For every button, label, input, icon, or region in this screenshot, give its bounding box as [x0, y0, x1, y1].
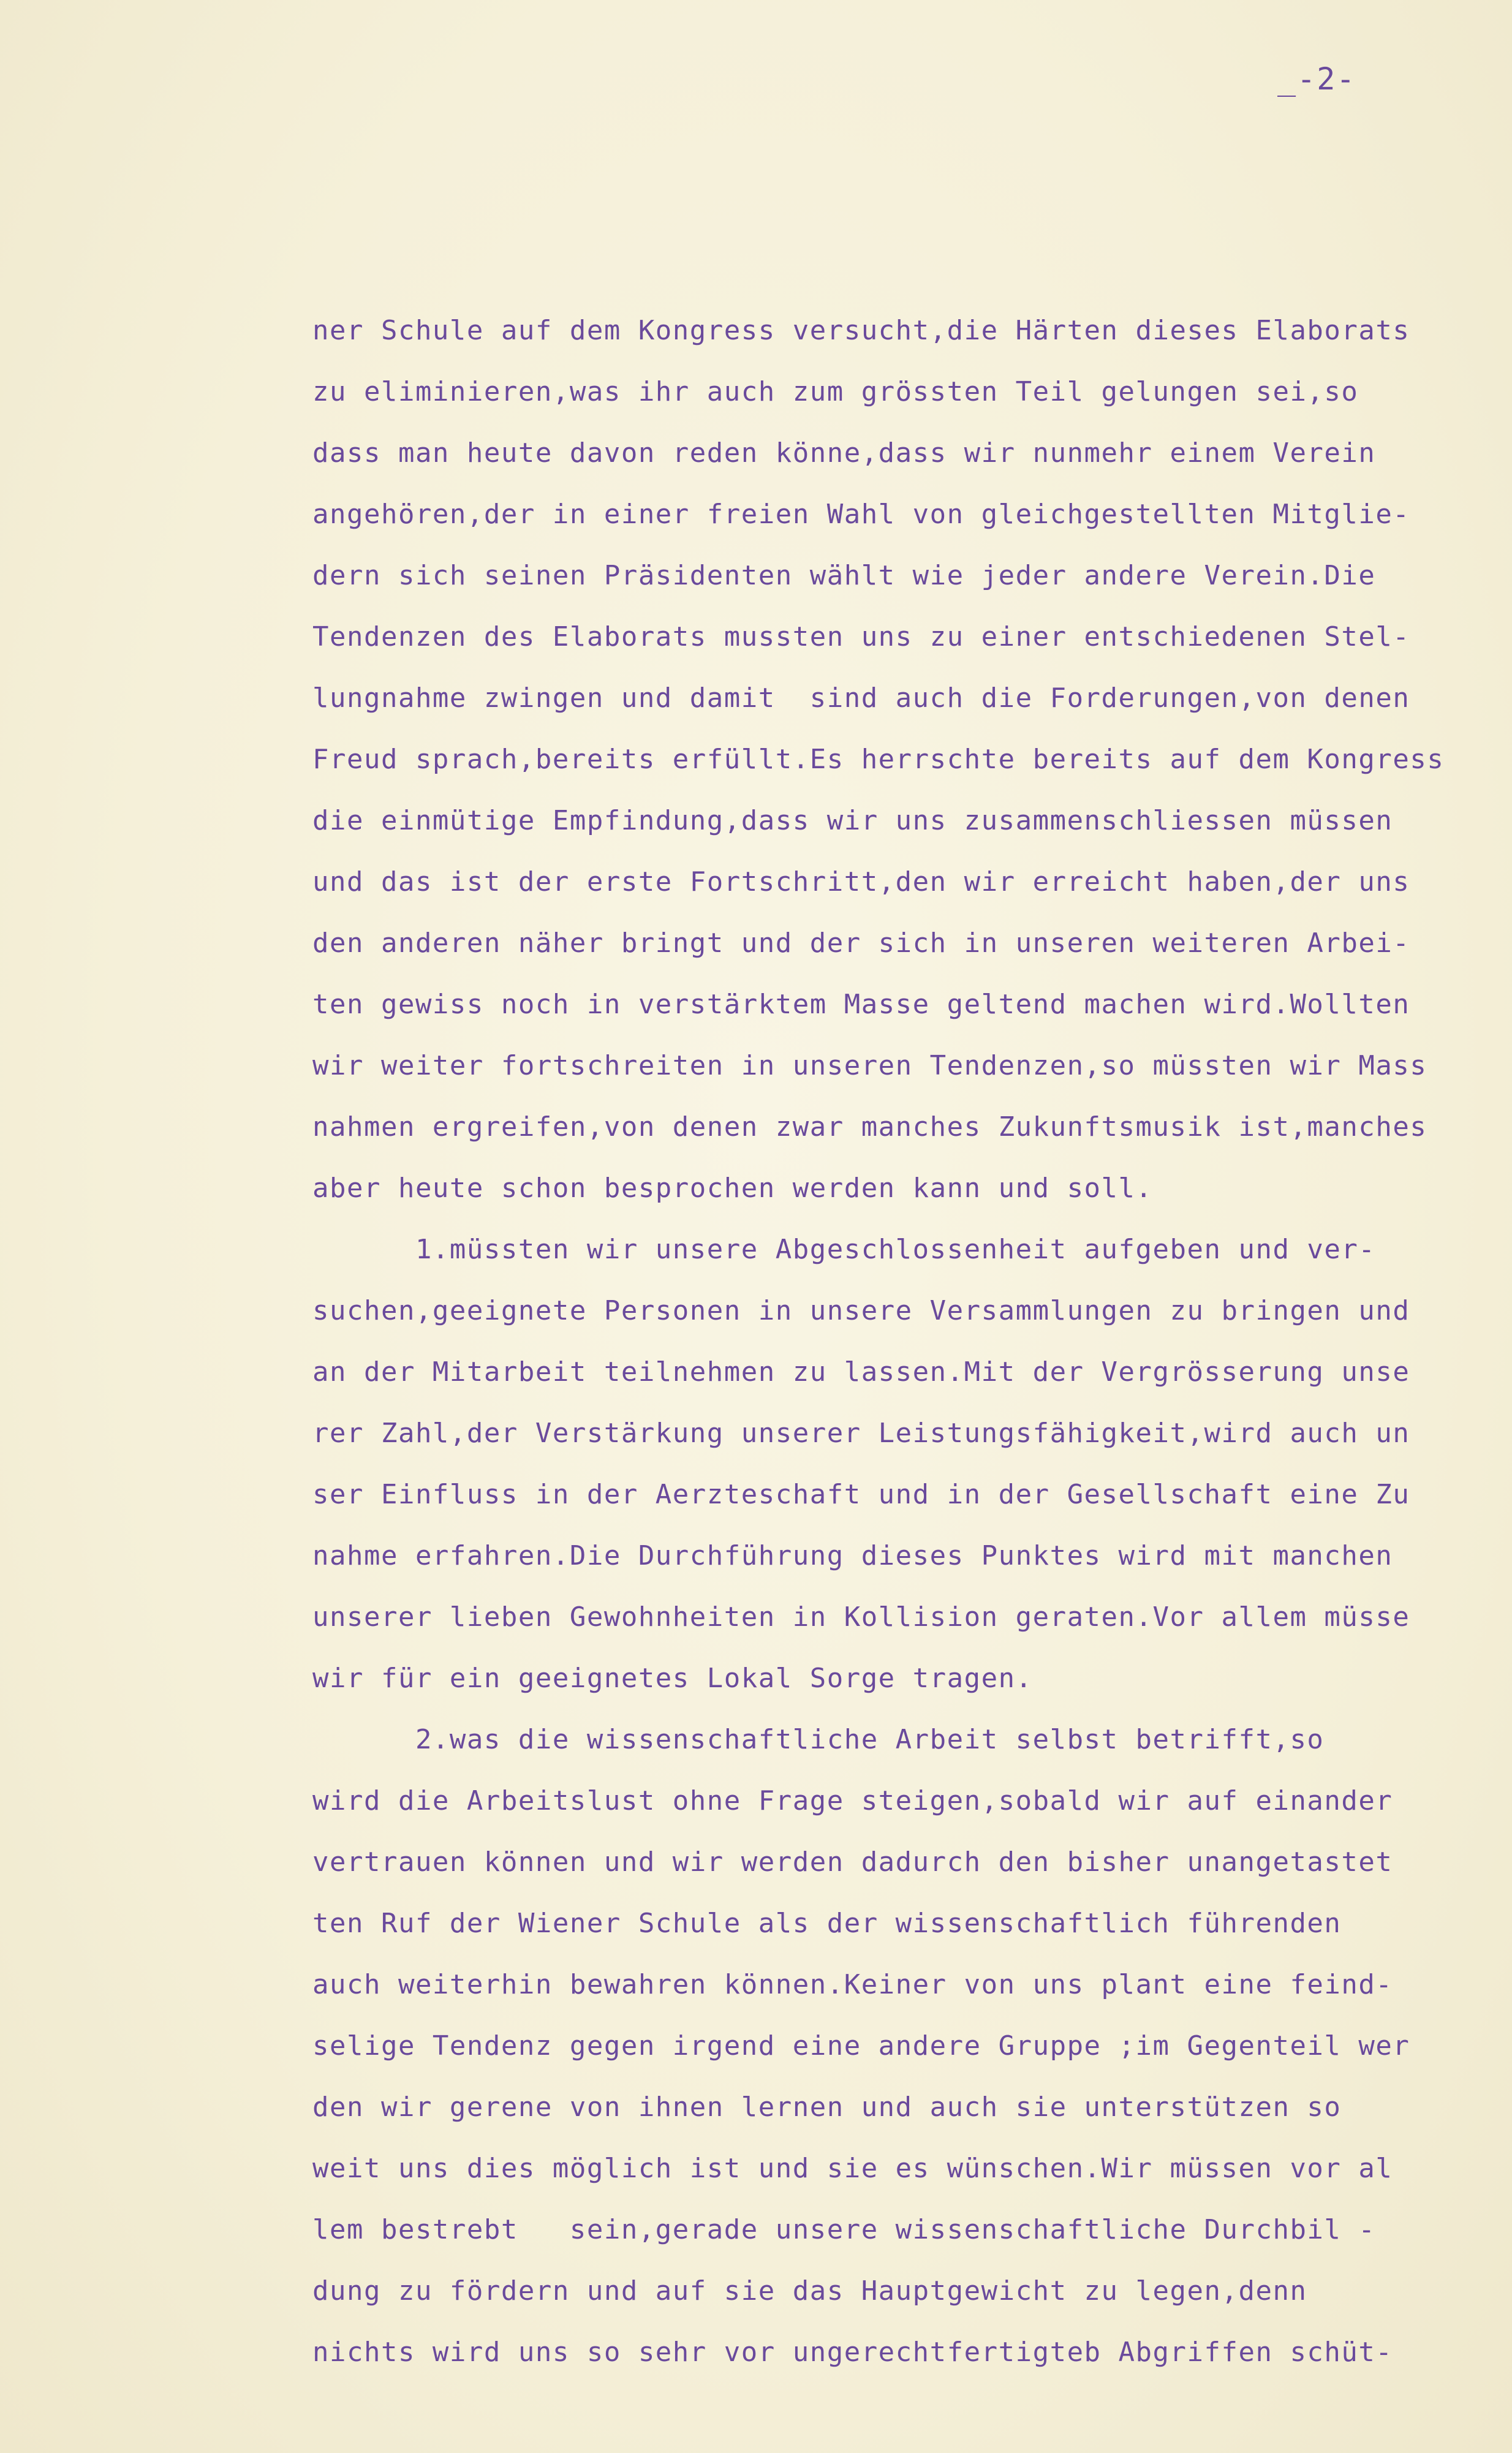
text-line: suchen,geeignete Personen in unsere Versammlungen zu bringen und: [312, 1295, 1410, 1326]
text-line: an der Mitarbeit teilnehmen zu lassen.Mit der Vergrösserung unse: [312, 1356, 1410, 1388]
text-line: ser Einfluss in der Aerzteschaft und in der Gesellschaft eine Zu: [312, 1479, 1410, 1510]
text-line: nahmen ergreifen,von denen zwar manches Zukunftsmusik ist,manches: [312, 1111, 1427, 1143]
text-line: selige Tendenz gegen irgend eine andere Gruppe ;im Gegenteil wer: [312, 2030, 1410, 2062]
text-line: weit uns dies möglich ist und sie es wünschen.Wir müssen vor al: [312, 2153, 1393, 2184]
text-line: dass man heute davon reden könne,dass wir nunmehr einem Verein: [312, 437, 1376, 469]
text-line: 2.was die wissenschaftliche Arbeit selbst betrifft,so: [312, 1724, 1325, 1755]
text-line: auch weiterhin bewahren können.Keiner von uns plant eine feind-: [312, 1969, 1393, 2000]
text-line: ten gewiss noch in verstärktem Masse geltend machen wird.Wollten: [312, 989, 1410, 1020]
text-line: aber heute schon besprochen werden kann und soll.: [312, 1173, 1153, 1204]
text-line: unserer lieben Gewohnheiten in Kollision geraten.Vor allem müsse: [312, 1601, 1410, 1633]
text-line: nahme erfahren.Die Durchführung dieses Punktes wird mit manchen: [312, 1540, 1393, 1571]
text-line: zu eliminieren,was ihr auch zum grössten Teil gelungen sei,so: [312, 376, 1359, 407]
text-line: 1.müssten wir unsere Abgeschlossenheit aufgeben und ver-: [312, 1234, 1376, 1265]
text-line: ten Ruf der Wiener Schule als der wissenschaftlich führenden: [312, 1908, 1342, 1939]
text-line: Freud sprach,bereits erfüllt.Es herrschte bereits auf dem Kongress: [312, 744, 1445, 775]
page-number: _-2-: [1277, 61, 1356, 97]
text-line: angehören,der in einer freien Wahl von gleichgestellten Mitglie-: [312, 499, 1410, 530]
text-line: lungnahme zwingen und damit sind auch die Forderungen,von denen: [312, 682, 1410, 714]
text-line: ner Schule auf dem Kongress versucht,die Härten dieses Elaborats: [312, 315, 1410, 346]
text-line: nichts wird uns so sehr vor ungerechtfertigteb Abgriffen schüt-: [312, 2337, 1393, 2368]
text-line: wird die Arbeitslust ohne Frage steigen,sobald wir auf einander: [312, 1785, 1393, 1816]
text-line: rer Zahl,der Verstärkung unserer Leistungsfähigkeit,wird auch un: [312, 1418, 1410, 1449]
text-line: die einmütige Empfindung,dass wir uns zusammenschliessen müssen: [312, 805, 1393, 836]
text-line: und das ist der erste Fortschritt,den wir erreicht haben,der uns: [312, 866, 1410, 898]
text-line: den wir gerene von ihnen lernen und auch sie unterstützen so: [312, 2092, 1342, 2123]
text-line: lem bestrebt sein,gerade unsere wissenschaftliche Durchbil -: [312, 2214, 1376, 2245]
text-line: wir weiter fortschreiten in unseren Tendenzen,so müssten wir Mass: [312, 1050, 1427, 1081]
text-line: vertrauen können und wir werden dadurch den bisher unangetastet: [312, 1846, 1393, 1878]
text-line: dung zu fördern und auf sie das Hauptgewicht zu legen,denn: [312, 2275, 1307, 2307]
text-line: dern sich seinen Präsidenten wählt wie jeder andere Verein.Die: [312, 560, 1376, 591]
text-line: wir für ein geeignetes Lokal Sorge tragen.: [312, 1663, 1033, 1694]
text-line: Tendenzen des Elaborats mussten uns zu einer entschiedenen Stel-: [312, 621, 1410, 652]
text-line: den anderen näher bringt und der sich in unseren weiteren Arbei-: [312, 928, 1410, 959]
